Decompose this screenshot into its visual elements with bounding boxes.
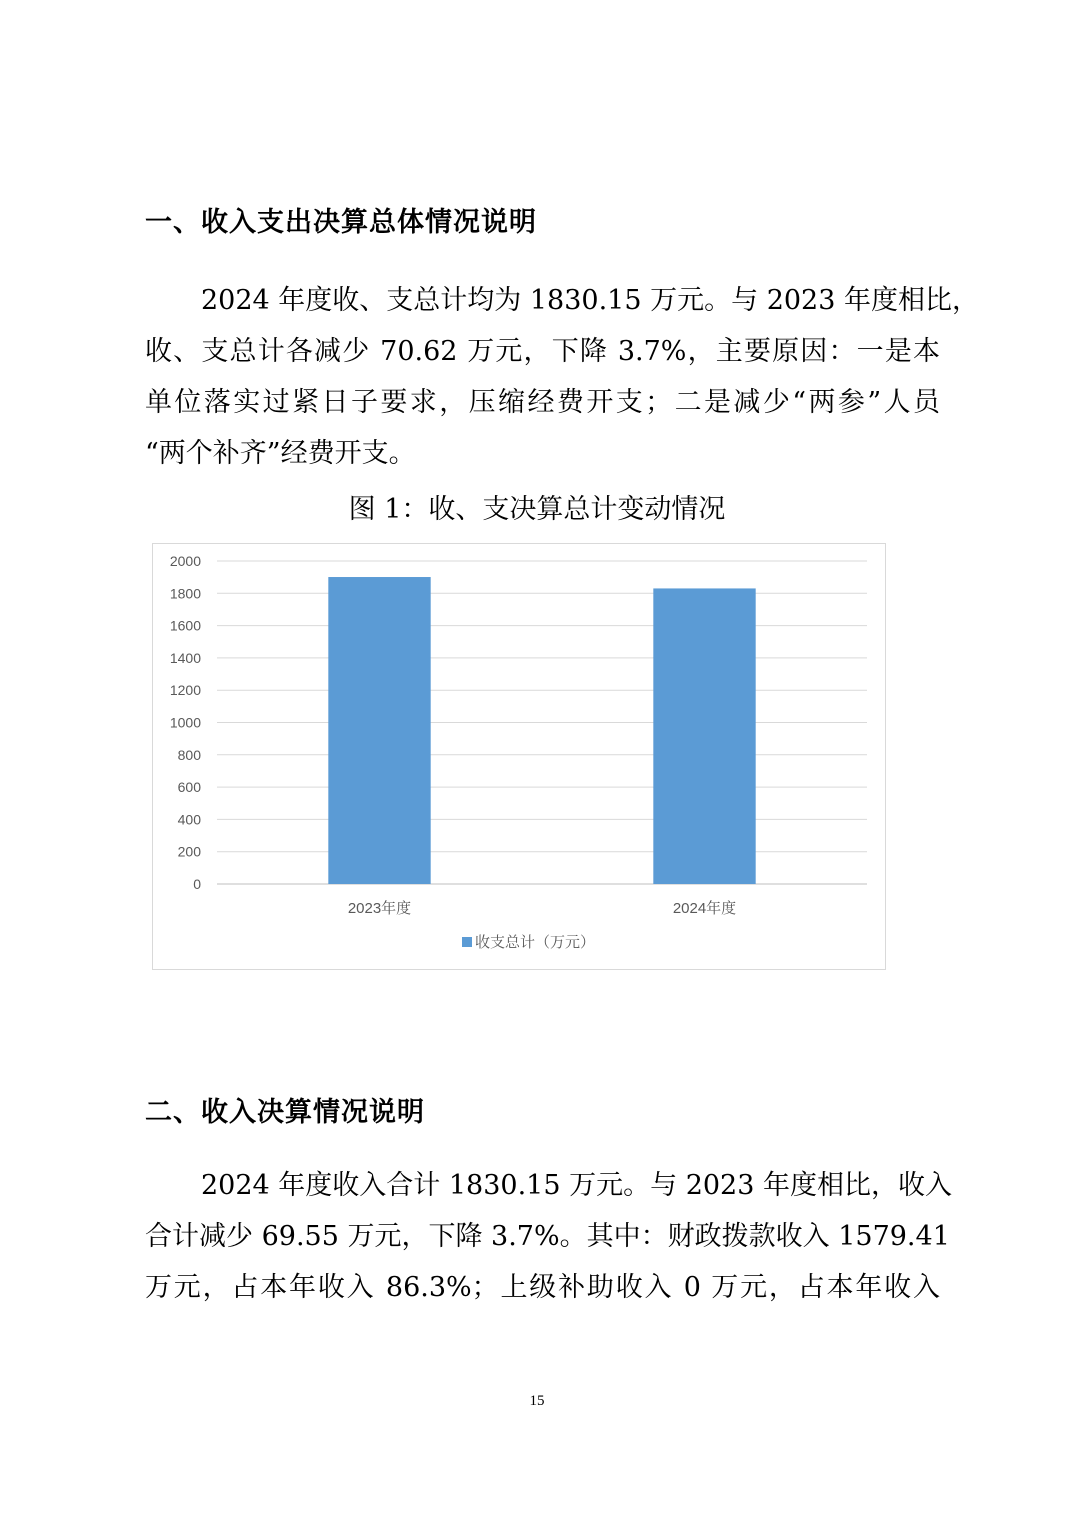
figure-caption: 图 1：收、支决算总计变动情况 [348, 494, 726, 525]
bar-chart [152, 543, 886, 970]
paragraph-line: 2024 年度收入合计 1830.15 万元。与 2023 年度相比，收入 [201, 1170, 952, 1201]
chart-canvas [153, 544, 885, 969]
x-tick-label: 2024年度 [672, 900, 737, 917]
paragraph-line: 合计减少 69.55 万元，下降 3.7%。其中：财政拨款收入 1579.41 [145, 1221, 950, 1252]
paragraph-line: 2024 年度收、支总计均为 1830.15 万元。与 2023 年度相比， [201, 285, 979, 316]
y-tick-label: 200 [177, 843, 201, 860]
legend-label: 收支总计（万元） [475, 934, 596, 951]
bar [328, 577, 430, 884]
x-tick-label: 2023年度 [347, 900, 412, 917]
page-number: 15 [529, 1393, 545, 1409]
y-tick-label: 0 [193, 876, 201, 892]
section-2-heading: 二、收入决算情况说明 [145, 1097, 425, 1128]
y-tick-label: 2000 [169, 553, 201, 569]
y-tick-label: 1200 [169, 682, 201, 699]
paragraph-line: 万元，占本年收入 86.3%；上级补助收入 0 万元，占本年收入 [145, 1272, 940, 1303]
y-tick-label: 400 [177, 811, 201, 828]
paragraph-line: 单位落实过紧日子要求，压缩经费开支；二是减少“两参”人员 [145, 387, 940, 418]
paragraph-line: “两个补齐”经费开支。 [145, 438, 416, 469]
y-tick-label: 1000 [169, 714, 201, 731]
section-2-paragraph [145, 1160, 952, 1313]
bar [653, 588, 755, 884]
y-tick-label: 800 [177, 746, 201, 763]
section-1-paragraph [145, 275, 979, 479]
y-tick-label: 1800 [169, 585, 201, 602]
y-tick-label: 1600 [169, 617, 201, 634]
legend-swatch [462, 937, 472, 947]
section-1-heading: 一、收入支出决算总体情况说明 [145, 207, 537, 238]
paragraph-line: 收、支总计各减少 70.62 万元，下降 3.7%，主要原因：一是本 [145, 336, 940, 367]
y-tick-label: 1400 [169, 649, 201, 666]
y-tick-label: 600 [177, 779, 201, 796]
